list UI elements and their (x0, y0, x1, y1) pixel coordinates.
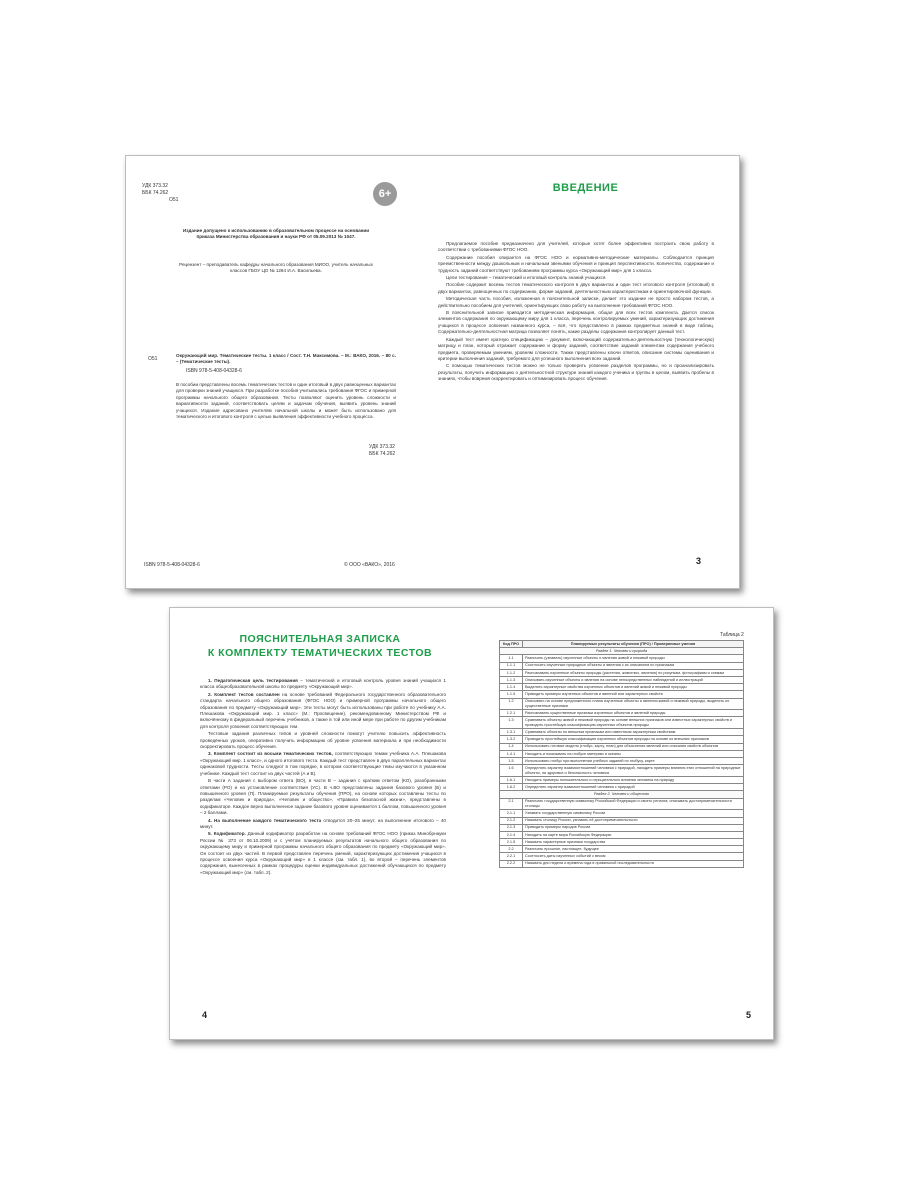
row-code: 1.1.2 (500, 669, 523, 676)
row-code: 2.1.4 (500, 831, 523, 838)
row-code: 1.3 (500, 717, 523, 729)
note-item (200, 778, 446, 816)
table-row (500, 758, 744, 765)
row-code: 1.1.5 (500, 691, 523, 698)
reviewer-note: Рецензент – преподаватель кафедры начального образования МИОО, учитель начальных классов ГБОУ ЦО № 1284 И.А. Васильева. (179, 262, 373, 274)
row-code: 1.6.1 (500, 776, 523, 783)
udk-code-2: УДК 373.32 (369, 444, 395, 450)
isbn-line: ISBN 978-5-408-04328-6 (186, 368, 242, 374)
row-code: 1.5 (500, 758, 523, 765)
table-row (500, 853, 744, 860)
bibliographic-record (176, 353, 396, 366)
row-text: Называть столицу России, узнавать её достопримечательности (523, 817, 744, 824)
row-code: 1.4 (500, 743, 523, 750)
intro-paragraph: С помощью тематических тестов можно не только проверить усвоение разделов программы, но и проанализировать результаты, получить информацию о деятельностной структуре знаний каждого ученика и группы в целом, выявить пробелы в знаниях, чтобы вовремя скорректировать и оптимизировать процесс обучения. (438, 363, 714, 382)
note-item-text: на основе требований Федерального государственного образовательного стандарта начального общего образования (ФГОС НОО) и примерной программы начального общего образования по предмету «Окружающий мир». Эти тесты могут быть использованы при работе по учебнику А.А. Плешакова «Окружающий мир. 1 класс» (М.: Просвещение), рекомендованному Министерством РФ и включённому в федеральный перечень учебников, а также в той или иной мере при работе по другим учебникам для контроля усвоения соответствующих тем. (200, 691, 446, 729)
results-table (499, 640, 744, 868)
intro-paragraph: В пояснительной записке приводится методическая информация, общая для всех тестов комплекта. Дается список элементов содержания по окружающему миру для 1 класса, перечень контролируемых умений, характеризующих достижения учащихся в процессе освоения названного курса, – всё, что представлено в рамках предметных знаний в виде таблиц. Содержательно-деятельностная матрица позволяет понять, какие разделы содержания контролирует данный тест. (438, 310, 714, 335)
note-item-text: отводится 20–25 минут, на выполнение итогового – 40 минут. (200, 817, 446, 829)
row-code: 1.1.4 (500, 684, 523, 691)
row-text: Называть характерные признаки государства (523, 839, 744, 846)
note-item-head: 4. На выполнение каждого тематического теста (208, 817, 322, 823)
note-item (200, 751, 446, 777)
intro-paragraph: Предлагаемое пособие предназначено для учителей, которые хотят более эффективно построить свою работу в соответствии с требованиями ФГОС НОО. (438, 241, 714, 253)
note-item-text: Тестовые задания различных типов и уровней сложности помогут учителю повысить эффективность проведённых уроков, оперативно получить информацию об уровне усвоения материала и при необходимости скорректировать процесс обучения. (200, 731, 446, 750)
note-item-head: 3. Комплект состоит из восьми тематических тестов, (208, 751, 333, 757)
row-code: 2.1.3 (500, 824, 523, 831)
row-code: 1.2.1 (500, 710, 523, 717)
page-number: 3 (696, 556, 702, 566)
introduction-body (438, 241, 714, 541)
row-code: 1.1.1 (500, 662, 523, 669)
intro-paragraph: Каждый тест имеет кратную спецификацию – документ, включающий содержательно-деятельностную (технологическую) матрицу и план, который отражает содержание и форму заданий, соответствие заданий элементам содержания учебного предмета, проверяемым умениям, уровням сложности. Также представлены ключи ответов, описание системы оценивания и критерии выполнения заданий, требуемого для успешного выполнения всех заданий. (438, 336, 714, 361)
row-text: Находить и показывать на глобусе материки и океаны (523, 750, 744, 757)
row-text: Распознавать изученные объекты природы (растения, животных, явления) по рисункам, фотографиям и схемам (523, 669, 744, 676)
row-code: 2.2.2 (500, 860, 523, 867)
bib-text: Окружающий мир. Тематические тесты. 1 класс / Сост. Т.Н. Максимова. – М.: ВАКО, 2016. – 80 с. – (Тематические тесты). (176, 353, 396, 365)
row-code: 2.1 (500, 798, 523, 810)
row-code: 2.1.5 (500, 839, 523, 846)
row-text: Узнавать государственную символику России (523, 810, 744, 817)
note-item (200, 831, 446, 876)
intro-paragraph: Содержание пособия опирается на ФГОС НОО и нормативно-методические материалы. Соблюдается принцип преемственности между дошкольным и начальным звеньями обучения и принцип перспективности. Количество, содержание и трудность заданий соответствуют требованиям программы курса «Окружающий мир» для 1 класса. (438, 254, 714, 273)
row-code: 1.4.1 (500, 750, 523, 757)
table-row (500, 729, 744, 736)
introduction-title: ВВЕДЕНИЕ (552, 182, 619, 194)
table-row (500, 655, 744, 662)
section-title: Раздел 1. Человек и природа (500, 648, 744, 655)
table-row (500, 717, 744, 729)
footer-isbn: ISBN 978-5-408-04328-6 (144, 562, 200, 568)
page-number: 5 (746, 1010, 752, 1020)
row-code: 2.2.1 (500, 853, 523, 860)
table-row (500, 698, 744, 710)
note-item-text: – тематический и итоговый контроль уровня знаний учащихся 1 класса общеобразовательной школы по предмету «Окружающий мир». (200, 678, 446, 690)
row-text: Описывать на основе предложенного плана изученные объекты и явления живой и неживой природы, выделять их существенные признаки (523, 698, 744, 710)
note-item-text: В части А задания с выбором ответа (ВО), в части В – задания с кратким ответом (КО), разобранными ответами (РО) и на установление соответствия (УС). В ч.ВО представлены задания базового уровня (Б) и повышенного уровня (П). Планируемые результаты обучения (ПРО), на основе которых составлены тесты по разделам «Человек и природа», «Человек и общество», «Правила безопасной жизни», представлены в кодификаторе. Каждое верно выполненное задание базового уровня оценивается 1 баллом, повышенного уровня – 2 баллами. (200, 778, 446, 816)
row-text: Использовать готовые модели (глобус, карту, план) для объяснения явлений или описания свойств объектов (523, 743, 744, 750)
imprint-page (126, 156, 432, 588)
row-text: Сравнивать объекты по внешним признакам или известным характерным свойствам (523, 729, 744, 736)
column-header-code: Код ПРО (500, 641, 523, 648)
section-row (500, 791, 744, 798)
row-code: 2.1.2 (500, 817, 523, 824)
table-header-row (500, 641, 744, 648)
table-row (500, 810, 744, 817)
row-text: Сравнивать объекты живой и неживой природы на основе внешних признаков или известных характерных свойств и проводить простейшую классификацию изученных объектов природы (523, 717, 744, 729)
row-code: 1.3.1 (500, 729, 523, 736)
table-row (500, 824, 744, 831)
row-code: 1.6.2 (500, 784, 523, 791)
table-row (500, 662, 744, 669)
row-text: Распознавать существенные признаки изученных объектов и явлений природы (523, 710, 744, 717)
row-text: Использовать глобус при выполнении учебных заданий по глобусу, карте (523, 758, 744, 765)
footer-copyright: © ООО «ВАКО», 2016 (344, 562, 395, 568)
table-row (500, 784, 744, 791)
table-row (500, 684, 744, 691)
table-page (470, 608, 773, 1039)
title-line-1: ПОЯСНИТЕЛЬНАЯ ЗАПИСКА (239, 633, 401, 645)
note-item-text: Данный кодификатор разработан на основе требований ФГОС НОО (приказ Минобрнауки России № 373 от 06.10.2009) и с учётом планируемых результатов начального общего образования по окружающему миру и примерной программы начального общего образования по предмету «Окружающий мир». Он состоит из двух частей. В первой представлен перечень умений, характеризующих достижения учащихся в процессе освоения курса «Окружающий мир» в 1 классе (см. табл. 1), во второй – перечень элементов содержания, вынесенных в рамках процедуры оценки индивидуальных достижений обучающихся по предмету «Окружающий мир» (см. табл. 2). (200, 831, 446, 875)
note-item-head: 5. Кодификатор. (208, 831, 246, 837)
note-item-head: 2. Комплект тестов составлен (208, 691, 280, 697)
section-title: Раздел 2. Человек и общество (500, 791, 744, 798)
table-row (500, 846, 744, 853)
table-row (500, 743, 744, 750)
row-code: 2.1.1 (500, 810, 523, 817)
introduction-page (432, 156, 739, 588)
udk-code: УДК 373.32 (142, 183, 168, 189)
intro-paragraph: Цели тестирования – тематический и итоговый контроль знаний учащихся. (446, 275, 607, 281)
annotation-text: В пособии представлены восемь тематических тестов и один итоговый в двух равноценных вариантах для проверки знаний учащихся. При разработке пособия учитывались требования ФГОС и примерной программы начального общего образования. Тесты позволяют оценить уровень сложности и вариативности заданий, соответствовать целям и задачам обучения, выявить уровень знаний учащихся. Издание адресовано учителям начальной школы и может быть использовано для тематического и итогового контроля с целью выявления эффективности учебного процесса. (176, 382, 396, 420)
note-item-head: 1. Педагогическая цель тестирования (208, 678, 298, 683)
row-text: Описывать изученные объекты и явления на основе непосредственных наблюдений и иллюстраций (523, 676, 744, 683)
page-number: 4 (202, 1010, 208, 1020)
table-row (500, 776, 744, 783)
row-text: Различать государственную символику Российской Федерации и своего региона; описывать достопримечательности столицы (523, 798, 744, 810)
intro-paragraph: Пособие содержит восемь тестов тематического контроля в двух вариантах и один тест итогового контроля (итоговый) в двух вариантах, равноценных по содержанию, форме заданий, деятельностным характеристикам и ориентировочной функции. (438, 282, 714, 294)
author-code: О51 (169, 197, 179, 203)
row-code: 1.2 (500, 698, 523, 710)
explanatory-note-page (170, 608, 470, 1039)
age-rating-badge: 6+ (373, 182, 397, 206)
note-item-text: соответствующих темам учебника А.А. Плешакова «Окружающий мир. 1 класс», и одного итогового теста. Каждый тест представлен в двух параллельных вариантах одинаковой трудности. Тесты следуют в том порядке, в котором соответствующие темы изучаются в указанном учебнике. Каждый тест состоит из двух частей (А и В). (200, 751, 446, 776)
row-code: 1.6 (500, 765, 523, 777)
table-row (500, 817, 744, 824)
row-code: 2.2 (500, 846, 523, 853)
table-row (500, 765, 744, 777)
bbk-code-2: ББК 74.262 (369, 451, 396, 457)
section-row (500, 648, 744, 655)
table-row (500, 669, 744, 676)
intro-paragraph: Методическая часть пособия, изложенная в пояснительной записке, делает это издание не просто набором тестов, а действительно пособием для учителей, ориентирующих свою работу на выполнение требований ФГОС НОО. (438, 296, 714, 308)
bbk-code: ББК 74.262 (142, 190, 169, 196)
row-code: 1.3.2 (500, 736, 523, 743)
row-code: 1.1 (500, 655, 523, 662)
row-code: 1.1.3 (500, 676, 523, 683)
note-item (200, 692, 446, 730)
row-text: Различать (узнавать) изученные объекты и явления живой и неживой природы (523, 655, 744, 662)
table-caption: Таблица 2 (720, 632, 744, 638)
column-header-result: Планируемые результаты обучения (ПРО) / Проверяемые умения (523, 641, 744, 648)
row-text: Определять характер взаимоотношений человека с природой (523, 784, 744, 791)
explanatory-note-title (180, 632, 460, 660)
table-row (500, 750, 744, 757)
title-line-2: К КОМПЛЕКТУ ТЕМАТИЧЕСКИХ ТЕСТОВ (207, 647, 433, 659)
table-row (500, 860, 744, 867)
row-text: Различать прошлое, настоящее, будущее (523, 846, 744, 853)
side-code: О51 (148, 356, 158, 362)
row-text: Соотносить даты изученных событий с веком (523, 853, 744, 860)
row-text: Приводить примеры изученных объектов и явлений или характерных свойств (523, 691, 744, 698)
row-text: Находить на карте мира Российскую Федерацию (523, 831, 744, 838)
row-text: Выделять характерные свойства изученных объектов и явлений живой и неживой природы (523, 684, 744, 691)
table-row (500, 676, 744, 683)
row-text: Приводить примеры народов России (523, 824, 744, 831)
table-row (500, 798, 744, 810)
row-text: Определять характер взаимоотношений человека с природой, находить примеры влияния этих отношений на природные объекты, на здоровье и безопасность человека (523, 765, 744, 777)
note-item (200, 731, 446, 750)
table-row (500, 710, 744, 717)
row-text: Называть дни недели и времена года в правильной последовательности (523, 860, 744, 867)
row-text: Соотносить изученные природные объекты и явления с их описанием по признакам (523, 662, 744, 669)
explanatory-note-body (200, 678, 446, 1000)
book-spread-top (125, 155, 740, 589)
row-text: Проводить простейшую классификацию изученных объектов природы на основе их внешних признаков (523, 736, 744, 743)
row-text: Находить примеры положительного и отрицательного влияния человека на природу (523, 776, 744, 783)
note-item (200, 678, 446, 691)
permit-note: Издание допущено к использованию в образовательном процессе на основании приказа Министерства образования и науки РФ от 05.09.2013 № 1047. (182, 228, 370, 240)
note-item (200, 818, 446, 831)
table-row (500, 831, 744, 838)
table-row (500, 839, 744, 846)
table-row (500, 691, 744, 698)
table-row (500, 736, 744, 743)
book-spread-bottom (169, 607, 774, 1040)
